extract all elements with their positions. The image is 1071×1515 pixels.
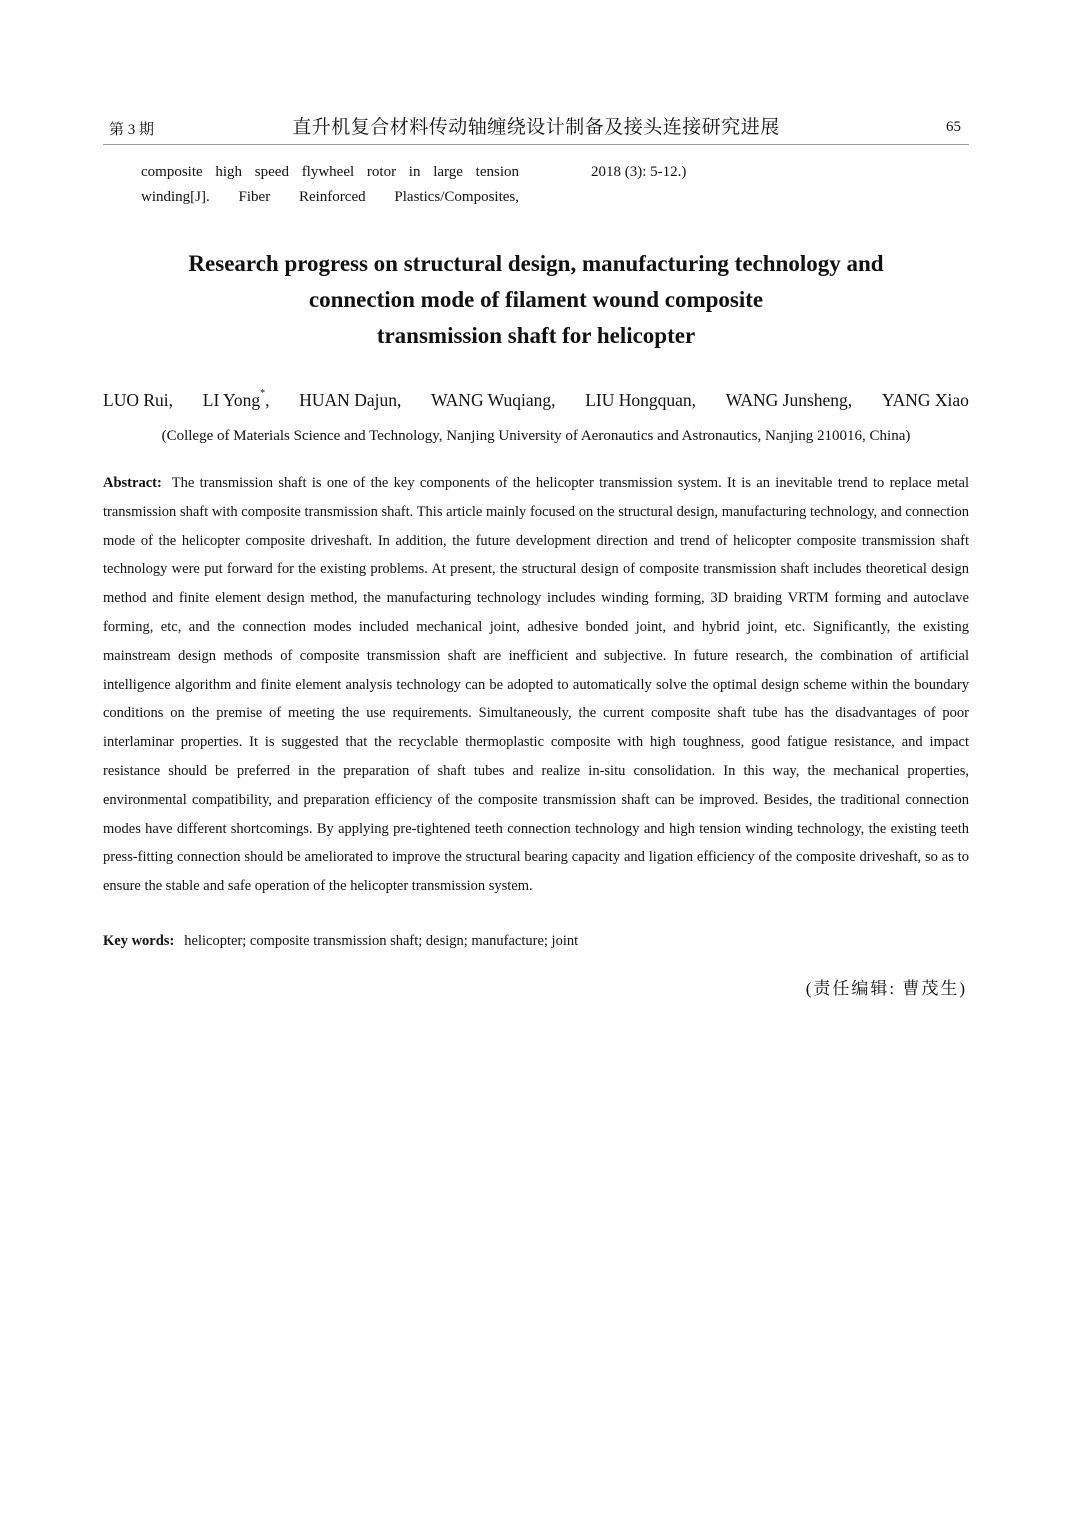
author-name: LI Yong (202, 390, 261, 410)
author: YANG Xiao (881, 390, 969, 410)
author: WANG Wuqiang, (431, 390, 556, 410)
reference-continuation-left (141, 160, 519, 210)
reference-line: 2018 (3): 5-12.) (591, 164, 687, 180)
editor-note: (责任编辑: 曹茂生) (805, 979, 967, 998)
author-corresponding (203, 390, 270, 411)
affiliation: (College of Materials Science and Technology, Nanjing University of Aeronautics and Astronautics, Nanjing 210016, China) (161, 428, 911, 444)
abstract-text: The transmission shaft is one of the key components of the helicopter transmission system. It is an inevitable trend to replace metal transmission shaft with composite transmission shaft. This article mainly focused on the structural design, manufacturing technology, and connection mode of the helicopter composite driveshaft. In addition, the future development direction and trend of helicopter composite transmission shaft technology were put forward for the existing problems. At present, the structural design of composite transmission shaft includes theoretical design method and finite element design method, the manufacturing technology includes winding forming, 3D braiding VRTM forming and autoclave forming, etc, and the connection modes included mechanical joint, adhesive bonded joint, and hybrid joint, etc. Significantly, the existing mainstream design methods of composite transmission shaft are inefficient and subjective. In future research, the combination of artificial intelligence algorithm and finite element analysis technology can be adopted to automatically solve the optimal design scheme within the boundary conditions on the premise of meeting the use requirements. Simultaneously, the current composite shaft tube has the disadvantages of poor interlaminar properties. It is suggested that the recyclable thermoplastic composite with high toughness, good fatigue resistance, and impact resistance should be preferred in the preparation of shaft tubes and realize in-situ consolidation. In this way, the mechanical properties, environmental compatibility, and preparation efficiency of the composite transmission shaft can be improved. Besides, the traditional connection modes have different shortcomings. By applying pre-tightened teeth connection technology and high tension winding technology, the existing teeth press-fitting connection should be ameliorated to improve the structural bearing capacity and ligation efficiency of the composite driveshaft, so as to ensure the stable and safe operation of the helicopter transmission system. (103, 475, 969, 895)
author: WANG Junsheng, (725, 390, 853, 410)
abstract (103, 469, 969, 901)
author: LUO Rui, (103, 390, 173, 410)
reference-line: composite high speed flywheel rotor in large tension (141, 164, 519, 180)
reference-continuation-right (591, 160, 931, 185)
paper-title (103, 246, 969, 354)
author-separator: , (265, 390, 270, 410)
reference-line: winding[J]. Fiber Reinforced Plastics/Composites, (141, 189, 519, 205)
running-title: 直升机复合材料传动轴缠绕设计制备及接头连接研究进展 (292, 117, 780, 138)
title-line: Research progress on structural design, manufacturing technology and (188, 251, 884, 276)
corresponding-mark: * (260, 388, 266, 399)
title-line: connection mode of filament wound composite (308, 287, 764, 312)
keywords-text: helicopter; composite transmission shaft; design; manufacture; joint (184, 933, 579, 949)
keywords (103, 933, 969, 950)
issue-number: 第 3 期 (109, 122, 155, 138)
page-number: 65 (946, 119, 961, 135)
abstract-label: Abstract: (103, 475, 162, 491)
author-list (103, 390, 969, 411)
author: HUAN Dajun, (299, 390, 402, 410)
author: LIU Hongquan, (585, 390, 697, 410)
running-header (103, 108, 969, 145)
title-line: transmission shaft for helicopter (376, 323, 696, 348)
keywords-label: Key words: (103, 933, 175, 949)
